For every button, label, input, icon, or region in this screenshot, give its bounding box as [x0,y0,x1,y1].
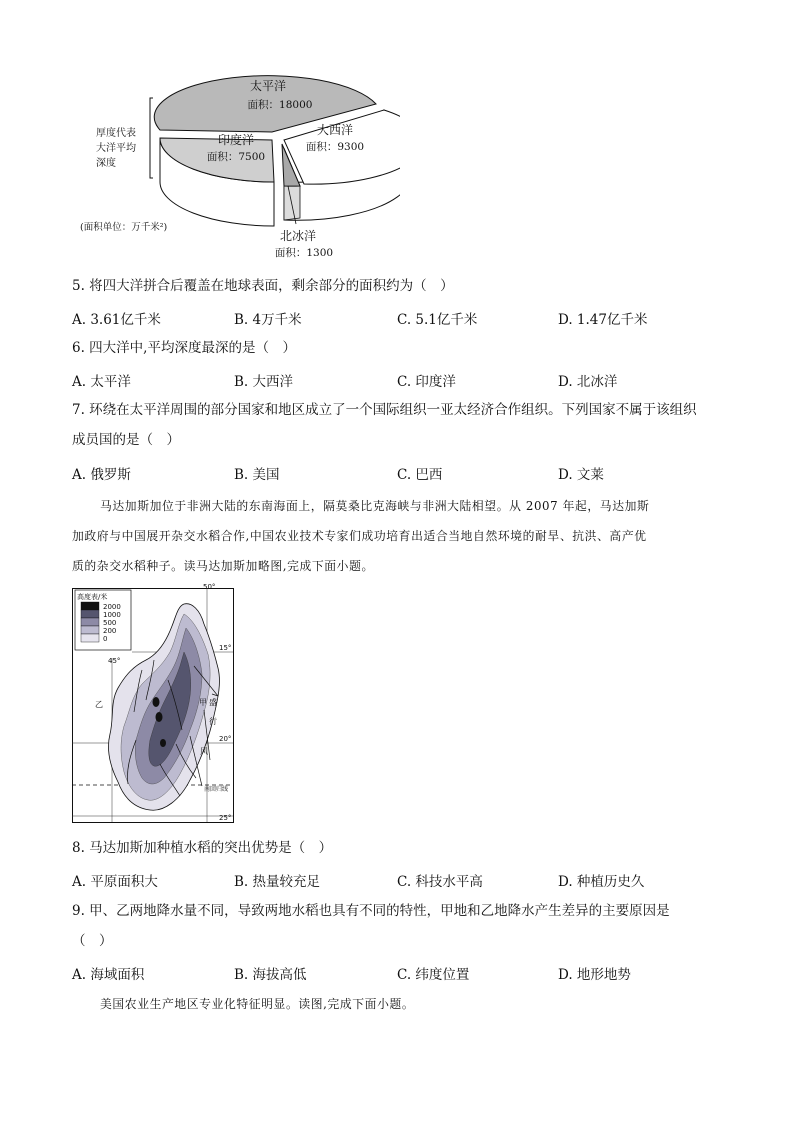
q9-option-d[interactable]: D. 地形地势 [558,967,631,983]
place-jia: 甲 [199,698,207,707]
legend-value-500: 500 [103,619,117,627]
lon-label-50: 50° [203,583,216,591]
peak-2 [156,712,163,722]
side-label-line-3: 深度 [96,158,116,169]
question-5-stem: 5. 将四大洋拼合后覆盖在地球表面，剩余部分的面积约为（ ） [72,278,454,294]
legend-swatch-2000 [81,602,99,610]
q6-option-c[interactable]: C. 印度洋 [397,374,456,390]
question-9-stem-line-1: 9. 甲、乙两地降水量不同，导致两地水稻也具有不同的特性，甲地和乙地降水产生差异的主要原因是 [72,903,670,919]
side-label-line-1: 厚度代表 [96,128,136,139]
usa-intro: 美国农业生产地区专业化特征明显。读图,完成下面小题。 [100,997,415,1011]
q6-option-a[interactable]: A. 太平洋 [72,374,131,390]
pacific-area: 面积：18000 [247,99,313,111]
lon-label-45: 45° [108,657,121,665]
q5-option-c[interactable]: C. 5.1亿千米 [397,312,478,328]
madagascar-map [72,580,237,824]
q8-option-c[interactable]: C. 科技水平高 [397,874,483,890]
question-9-stem-line-2: （ ） [72,933,113,949]
ocean-pie-svg [60,68,400,268]
peak-3 [160,739,166,747]
legend-swatch-0 [81,634,99,642]
question-8-stem: 8. 马达加斯加种植水稻的突出优势是（ ） [72,840,333,856]
q8-option-b[interactable]: B. 热量较充足 [234,874,321,890]
pacific-label: 太平洋 [249,79,287,93]
q6-option-d[interactable]: D. 北冰洋 [558,374,618,390]
q8-option-d[interactable]: D. 种植历史久 [558,874,645,890]
legend-value-200: 200 [103,627,117,635]
legend-swatch-1000 [81,610,99,618]
q8-option-a[interactable]: A. 平原面积大 [72,874,158,890]
arctic-area: 面积：1300 [274,247,334,259]
q5-option-b[interactable]: B. 4万千米 [234,312,302,328]
wind-char-3: 风 [200,747,208,756]
question-7-stem-line-2: 成员国的是（ ） [72,432,180,448]
question-6-stem: 6. 四大洋中,平均深度最深的是（ ） [72,340,296,356]
legend-value-2000: 2000 [103,603,121,611]
q7-option-a[interactable]: A. 俄罗斯 [72,467,131,483]
peak-1 [153,697,160,707]
wind-char-2: 行 [209,717,217,726]
legend-swatch-200 [81,626,99,634]
question-7-stem-line-1: 7. 环绕在太平洋周围的部分国家和地区成立了一个国际组织一亚太经济合作组织。下列国家不属于该组织 [72,402,697,418]
side-label-line-2: 大洋平均 [96,143,136,154]
q5-option-a[interactable]: A. 3.61亿千米 [72,312,161,328]
legend-title: 高度表/米 [77,593,108,601]
q9-option-c[interactable]: C. 纬度位置 [397,967,470,983]
legend-swatches [81,602,99,642]
place-yi: 乙 [95,700,103,709]
indian-label: 印度洋 [217,133,255,147]
tropic-label: 南回归线 [204,786,229,793]
unit-note: (面积单位：万千米²) [80,222,168,233]
madagascar-map-svg [72,580,237,824]
depth-bracket [150,98,153,178]
legend-value-0: 0 [103,635,108,643]
q5-option-d[interactable]: D. 1.47亿千米 [558,312,648,328]
wind-char-1: 盛 [209,698,217,707]
indian-area: 面积：7500 [206,151,266,163]
q9-option-b[interactable]: B. 海拔高低 [234,967,307,983]
atlantic-area: 面积：9300 [305,141,365,153]
q7-option-d[interactable]: D. 文莱 [558,467,604,483]
lat-label-25: 25° [219,814,232,822]
legend-value-1000: 1000 [103,611,121,619]
madagascar-intro-line-1: 马达加斯加位于非洲大陆的东南海面上，隔莫桑比克海峡与非洲大陆相望。从 2007 年起，马达加斯 [100,499,650,513]
lat-label-20: 20° [219,735,232,743]
ocean-area-pie-figure [60,68,400,268]
q6-option-b[interactable]: B. 大西洋 [234,374,294,390]
legend-swatch-500 [81,618,99,626]
q7-option-c[interactable]: C. 巴西 [397,467,443,483]
madagascar-intro-line-2: 加政府与中国展开杂交水稻合作,中国农业技术专家们成功培育出适合当地自然环境的耐旱、抗洪、高产优 [72,529,647,543]
q7-option-b[interactable]: B. 美国 [234,467,280,483]
q9-option-a[interactable]: A. 海域面积 [72,967,145,983]
atlantic-label: 大西洋 [316,123,354,137]
madagascar-intro-line-3: 质的杂交水稻种子。读马达加斯加略图,完成下面小题。 [72,559,374,573]
lat-label-15: 15° [219,644,232,652]
arctic-label: 北冰洋 [279,229,317,243]
